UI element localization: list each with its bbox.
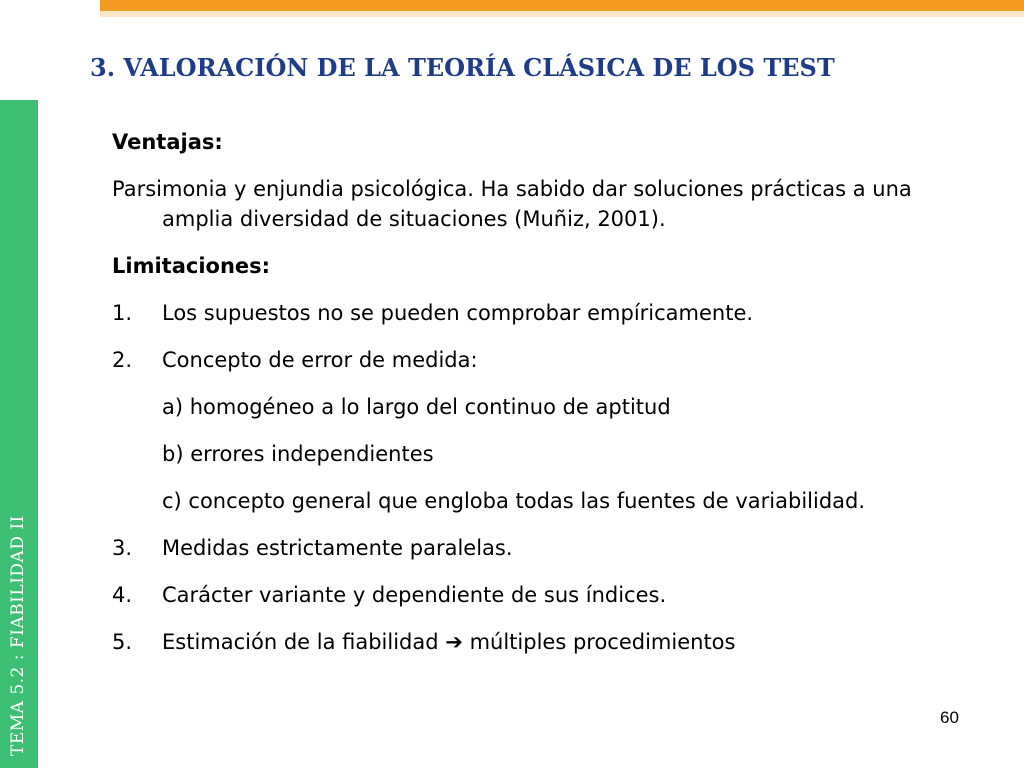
page-number: 60	[940, 708, 959, 727]
list-item-text: Medidas estrictamente paralelas.	[162, 536, 513, 560]
list-item	[112, 298, 912, 328]
list-item-number: 3.	[112, 536, 133, 560]
list-item-number: 1.	[112, 301, 133, 325]
limitaciones-heading: Limitaciones:	[112, 254, 271, 278]
top-accent-bar	[100, 0, 1024, 11]
list-item-text: Carácter variante y dependiente de sus índices.	[162, 583, 667, 607]
slide-content	[112, 127, 912, 657]
list-item-text: Los supuestos no se pueden comprobar empíricamente.	[162, 301, 754, 325]
top-accent-stripe	[100, 11, 1024, 17]
list-item	[112, 580, 912, 610]
list-item-text: Estimación de la fiabilidad	[162, 630, 439, 654]
list-item-number: 2.	[112, 348, 133, 372]
arrow-right-icon: ➔	[445, 630, 463, 654]
slide-title: 3. VALORACIÓN DE LA TEORÍA CLÁSICA DE LOS TEST	[90, 53, 835, 82]
sub-item: a) homogéneo a lo largo del continuo de aptitud	[162, 395, 671, 419]
sub-item: c) concepto general que engloba todas las fuentes de variabilidad.	[162, 489, 866, 513]
list-item-number: 5.	[112, 630, 133, 654]
list-item-text-after: múltiples procedimientos	[469, 630, 736, 654]
ventajas-text: Parsimonia y enjundia psicológica. Ha sabido dar soluciones prácticas a una amplia diversidad de situaciones (Muñiz, 2001).	[112, 177, 912, 231]
list-item-number: 4.	[112, 583, 133, 607]
sub-item: b) errores independientes	[162, 442, 434, 466]
list-item-text: Concepto de error de medida:	[162, 348, 478, 372]
side-label: TEMA 5.2 : FIABILIDAD II	[8, 515, 28, 756]
ventajas-heading: Ventajas:	[112, 130, 223, 154]
list-item	[112, 627, 912, 657]
list-item	[112, 533, 912, 563]
list-item	[112, 345, 912, 375]
